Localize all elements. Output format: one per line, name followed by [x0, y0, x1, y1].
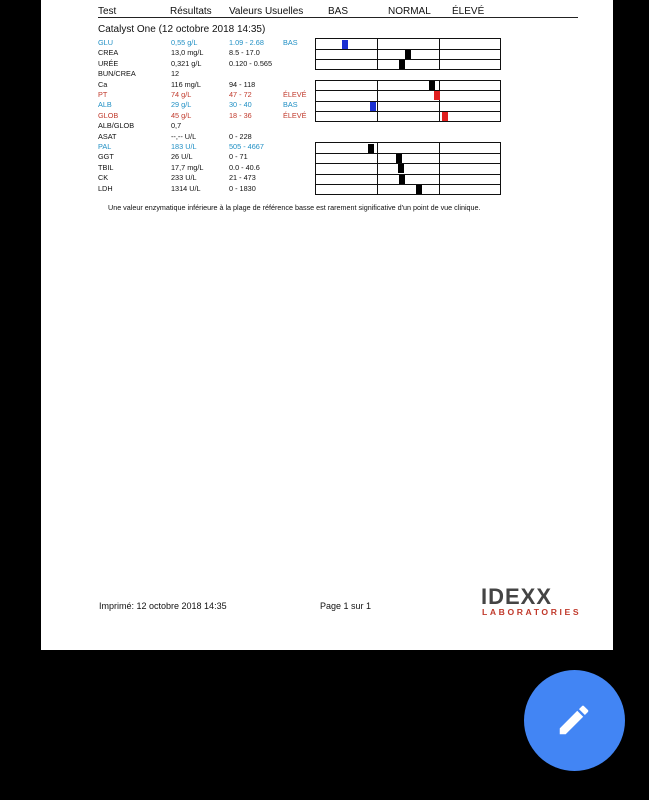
grid-column-divider — [377, 39, 378, 69]
pencil-icon — [555, 701, 593, 739]
grid-column-divider — [439, 39, 440, 69]
result-marker — [342, 40, 348, 49]
grid-row-divider — [316, 59, 500, 60]
header-normal: NORMAL — [388, 6, 431, 17]
reference-range: 8.5 - 17.0 — [229, 48, 260, 58]
grid-column-divider — [439, 143, 440, 194]
table-row — [98, 121, 578, 131]
result-value: 233 U/L — [171, 173, 197, 183]
table-row — [98, 132, 578, 142]
status-flag: ÉLEVÉ — [283, 90, 307, 99]
result-value: 183 U/L — [171, 142, 197, 151]
result-value: 0,7 — [171, 121, 182, 131]
test-name: Ca — [98, 79, 108, 89]
page-number: Page 1 sur 1 — [320, 601, 372, 611]
result-value: 12 — [171, 69, 180, 79]
result-value: 1314 U/L — [171, 183, 201, 193]
result-marker — [399, 60, 405, 69]
reference-range: 1.09 - 2.68 — [229, 38, 264, 47]
header-reference: Valeurs Usuelles — [229, 6, 304, 17]
header-high: ÉLEVÉ — [452, 6, 485, 17]
result-marker — [396, 154, 402, 163]
result-marker — [434, 91, 440, 100]
reference-range: 505 - 4667 — [229, 142, 264, 151]
reference-range: 0 - 1830 — [229, 183, 256, 193]
header-low: BAS — [328, 6, 349, 17]
test-name: LDH — [98, 183, 113, 193]
logo-wordmark: IDEXX — [481, 584, 553, 609]
header-results: Résultats — [170, 6, 212, 17]
reference-range: 0.120 - 0.565 — [229, 58, 273, 68]
header-divider — [98, 17, 578, 18]
result-marker — [370, 102, 376, 111]
reference-range: 47 - 72 — [229, 90, 252, 99]
test-name: CK — [98, 173, 109, 183]
grid-row-divider — [316, 184, 500, 185]
result-marker — [368, 144, 374, 153]
result-value: 74 g/L — [171, 90, 192, 99]
test-name: ALB — [98, 100, 112, 110]
result-value: 45 g/L — [171, 110, 192, 120]
grid-row-divider — [316, 174, 500, 175]
test-name: ALB/GLOB — [98, 121, 135, 131]
idexx-logo — [481, 584, 581, 620]
test-name: CREA — [98, 48, 119, 58]
result-value: 13,0 mg/L — [171, 48, 204, 58]
grid-column-divider — [377, 143, 378, 194]
result-marker — [442, 112, 448, 121]
result-marker — [429, 81, 435, 90]
footnote: Une valeur enzymatique inférieure à la plage de référence basse est rarement significative d'un point de vue clinique. — [108, 203, 481, 212]
printed-date: Imprimé: 12 octobre 2018 14:35 — [99, 601, 227, 611]
reference-range: 0 - 71 — [229, 152, 248, 162]
grid-row-divider — [316, 111, 500, 112]
test-name: PAL — [98, 142, 112, 151]
reference-range: 0 - 228 — [229, 131, 252, 141]
result-value: 116 mg/L — [171, 79, 201, 89]
lab-report-page — [41, 0, 613, 650]
result-marker — [405, 50, 411, 59]
header-test: Test — [98, 6, 117, 17]
analyzer-subtitle: Catalyst One (12 octobre 2018 14:35) — [98, 24, 266, 35]
result-value: --,-- U/L — [171, 131, 197, 141]
status-flag: BAS — [283, 100, 298, 110]
test-name: TBIL — [98, 162, 114, 172]
test-name: BUN/CREA — [98, 69, 136, 79]
range-bar-grid — [315, 142, 501, 195]
status-flag: ÉLEVÉ — [283, 110, 307, 120]
reference-range: 94 - 118 — [229, 79, 256, 89]
grid-row-divider — [316, 90, 500, 91]
logo-subtitle: LABORATORIES — [482, 607, 582, 617]
result-marker — [416, 185, 422, 194]
test-name: URÉE — [98, 58, 119, 68]
table-row — [98, 69, 578, 79]
reference-range: 30 - 40 — [229, 100, 252, 110]
test-name: ASAT — [98, 131, 117, 141]
reference-range: 21 - 473 — [229, 173, 256, 183]
result-marker — [399, 175, 405, 184]
test-name: PT — [98, 90, 108, 99]
test-name: GLU — [98, 38, 114, 47]
test-name: GGT — [98, 152, 114, 162]
status-flag: BAS — [283, 38, 298, 47]
result-value: 26 U/L — [171, 152, 193, 162]
test-name: GLOB — [98, 110, 119, 120]
result-value: 29 g/L — [171, 100, 192, 110]
reference-range: 0.0 - 40.6 — [229, 162, 260, 172]
range-bar-grid — [315, 80, 501, 123]
result-value: 0,321 g/L — [171, 58, 202, 68]
grid-row-divider — [316, 101, 500, 102]
result-marker — [398, 164, 404, 173]
reference-range: 18 - 36 — [229, 110, 252, 120]
result-value: 17,7 mg/L — [171, 162, 204, 172]
grid-row-divider — [316, 153, 500, 154]
grid-row-divider — [316, 163, 500, 164]
result-value: 0,55 g/L — [171, 38, 198, 47]
range-bar-grid — [315, 38, 501, 70]
edit-fab-button[interactable] — [524, 670, 625, 771]
